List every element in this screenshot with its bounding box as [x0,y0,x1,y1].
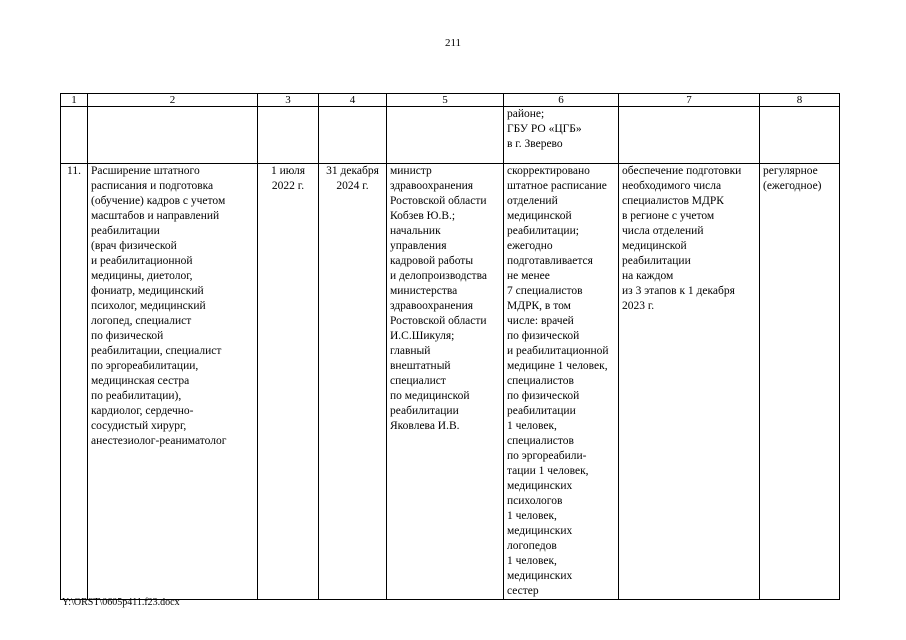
header-cell: 2 [88,94,258,107]
table-cell [319,107,387,164]
page-number: 211 [444,37,462,49]
table-cell [387,107,504,164]
header-cell: 3 [258,94,319,107]
table-cell [258,107,319,164]
table-cell [760,107,840,164]
frequency-cell: регулярное (ежегодное) [760,164,840,600]
table-cell [619,107,760,164]
measures-table [60,93,840,600]
start-date-cell: 1 июля 2022 г. [258,164,319,600]
file-path-footer: Y:\ORST\0605p411.f23.docx [62,597,180,608]
table-row [61,164,840,600]
header-cell: 7 [619,94,760,107]
header-cell: 4 [319,94,387,107]
table-header-row [61,94,840,107]
responsible-cell: министр здравоохранения Ростовской области Кобзев Ю.В.; начальник управления кадровой работы и делопроизводства министерства здравоохранения Ростовской области И.С.Шикуля; главный внештатный специалист по медицинской реабилитации Яковлева И.В. [387,164,504,600]
table-cell [88,107,258,164]
continuation-row [61,107,840,164]
table-cell: районе; ГБУ РО «ЦГБ» в г. Зверево [504,107,619,164]
header-cell: 8 [760,94,840,107]
table-cell [61,107,88,164]
row-number: 11. [61,164,88,600]
end-date-cell: 31 декабря 2024 г. [319,164,387,600]
header-cell: 6 [504,94,619,107]
measure-cell: Расширение штатного расписания и подготовка (обучение) кадров с учетом масштабов и направлений реабилитации (врач физической и реабилитационной медицины, диетолог, фониатр, медицинский психолог, медицинский логопед, специалист по физической реабилитации, специалист по эргореабилитации, медицинская сестра по реабилитации), кардиолог, сердечно- сосудистый хирург, анестезиолог-реаниматолог [88,164,258,600]
result-cell: скорректировано штатное расписание отделений медицинской реабилитации; ежегодно подготавливается не менее 7 специалистов МДРК, в том числе: врачей по физической и реабилитационной медицине 1 человек, специалистов по физической реабилитации 1 человек, специалистов по эргореабили- тации 1 человек, медицинских психологов 1 человек, медицинских логопедов 1 человек, медицинских сестер [504,164,619,600]
header-cell: 1 [61,94,88,107]
header-cell: 5 [387,94,504,107]
indicator-cell: обеспечение подготовки необходимого числа специалистов МДРК в регионе с учетом числа отделений медицинской реабилитации на каждом из 3 этапов к 1 декабря 2023 г. [619,164,760,600]
